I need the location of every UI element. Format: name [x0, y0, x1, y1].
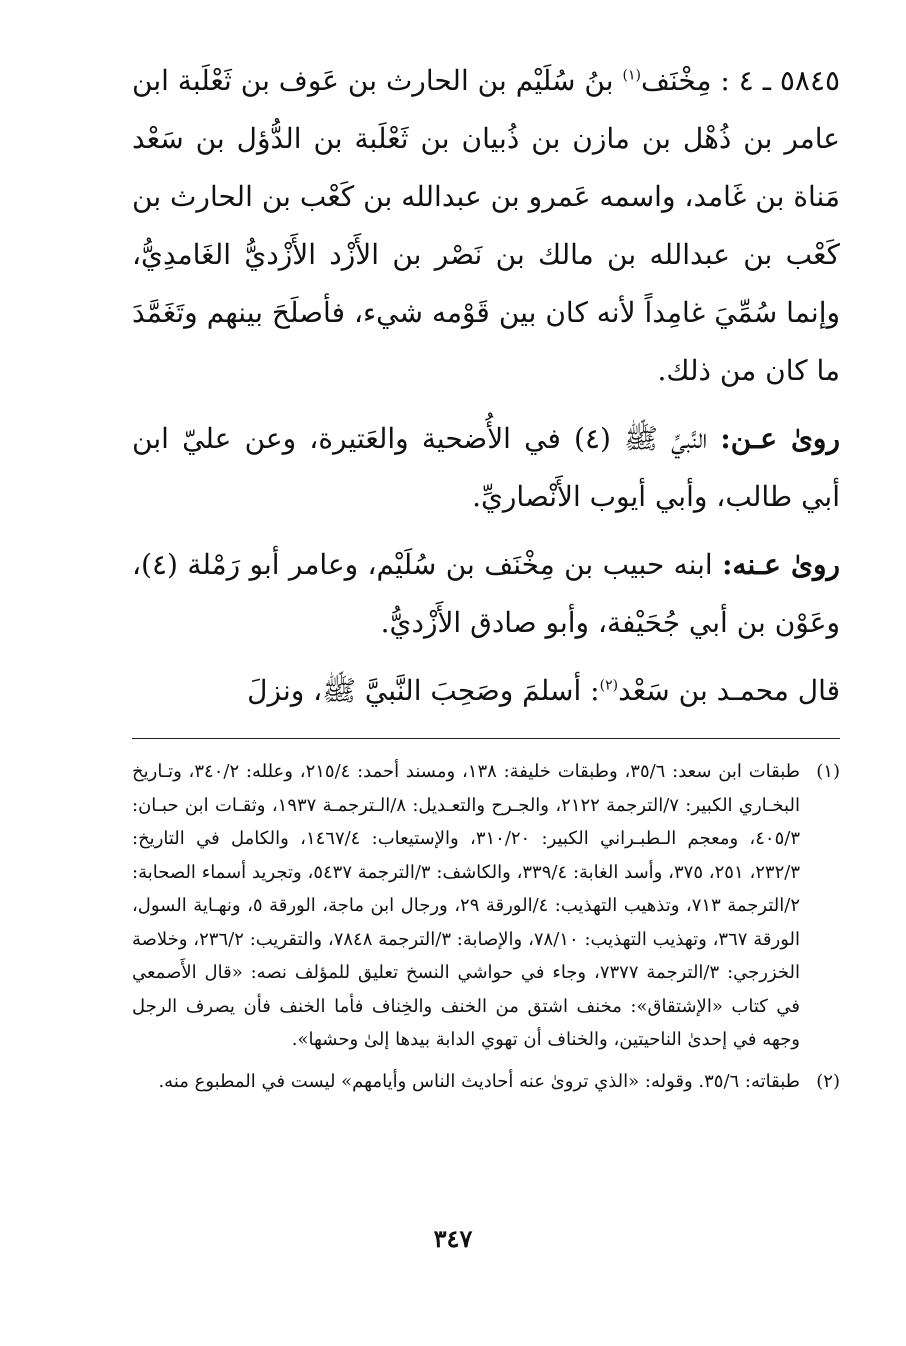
narrated-by-text: ابنه حبيب بن مِخْنَف بن سُلَيْم، وعامر أبو رَمْلة (٤)، وعَوْن بن أبي جُحَيْفة، وأبو صادق الأَزْديُّ. — [132, 548, 840, 639]
footnote-ref-2: (٢) — [599, 677, 619, 694]
narrated-by-paragraph — [132, 536, 840, 652]
entry-number: ٥٨٤٥ ـ ٤ — [738, 64, 841, 97]
footnote-number: (٢) — [816, 1070, 840, 1092]
footnote-divider — [132, 738, 840, 739]
entry-text: بنُ سُلَيْم بن الحارث بن عَوف بن ثَعْلَبة ابن عامر بن ذُهْل بن مازن بن ذُبيان بن ثَعْلَبة بن الدُّؤل بن سَعْد مَناة بن غَامد، واسمه عَمرو بن عبدالله بن كَعْب بن الحارث بن كَعْب بن عبدالله بن مالك بن نَصْر بن الأَزْد الأَزْديُّ الغَامدِيُّ، وإنما سُمِّيَ غامِداً لأنه كان بين قَوْمه شيء، فأصلَحَ بينهم وتَغَمَّدَ ما كان من ذلك. — [132, 64, 840, 387]
main-text — [132, 52, 840, 720]
page-number: ٣٤٧ — [433, 1224, 473, 1253]
narrated-from-paragraph — [132, 410, 840, 526]
footnote-text: طبقات ابن سعد: ٣٥/٦، وطبقات خليفة: ١٣٨، ومسند أحمد: ٢١٥/٤، وعلله: ٣٤٠/٢، وتـاريخ البخـاري الكبير: ٧/الترجمة ٢١٢٢، والجـرح والتعـديل: ٨/الـترجمـة ١٩٣٧، وثقـات ابن حبـان: ٤٠٥/٣، ومعجم الـطبـراني الكبير: ٣١٠/٢٠، والإستيعاب: ١٤٦٧/٤، والكامل في التاريخ: ٢٣٢/٣، ٢٥١، ٣٧٥، وأسد الغابة: ٣٣٩/٤، والكاشف: ٣/الترجمة ٥٤٣٧، وتجريد أسماء الصحابة: ٢/الترجمة ٧١٣، وتذهيب التهذيب: ٤/الورقة ٢٩، ورجال ابن ماجة، الورقة ٥، ونهـاية السول، الورقة ٣٦٧، وتهذيب التهذيب: ٧٨/١٠، والإصابة: ٣/الترجمة ٧٨٤٨، والتقريب: ٢٣٦/٢، وخلاصة الخزرجي: ٣/الترجمة ٧٣٧٧، وجاء في حواشي النسخ تعليق للمؤلف نصه: «قال الأَصمعي في كتاب «الإشتقاق»: مخنف اشتق من الخنف والخِناف فأما الخنف فأن يصرف الرجل وجهه في إحدىٰ الناحيتين، والخناف أن تهوي الدابة بيدها إلىٰ وحشها». — [132, 761, 801, 1050]
ibn-sad-paragraph — [132, 662, 840, 720]
entry-paragraph: ٥٨٤٥ ـ ٤ : مِخْنَف$^{(١)}$ بنُ سُلَيْم بن الحارث بن عَوف بن ثَعْلَبة ابن عامر بن ذُهْل بن مازن بن ذُبيان بن ثَعْلَبة بن الدُّؤل بن سَعْد مَناة بن غَامد، واسمه عَمرو بن عبدالله بن كَعْب بن الحارث بن كَعْب بن عبدالله بن مالك بن نَصْر بن الأَزْد الأَزْديُّ الغَامدِيُّ، وإنما سُمِّيَ غامِداً لأنه كان بين قَوْمه شيء، فأصلَحَ بينهم وتَغَمَّدَ ما كان من ذلك. — [132, 64, 841, 387]
book-page — [132, 52, 840, 1098]
footnote-ref-1: (١) — [622, 67, 641, 84]
footnotes — [132, 755, 840, 1098]
footnote-1 — [132, 755, 840, 1057]
ibn-sad-text-end: : أسلمَ وصَحِبَ النَّبيَّ ﷺ، ونزلَ — [247, 674, 600, 707]
footnote-number: (١) — [816, 761, 840, 782]
narrated-from-text: النَّبيِّ ﷺ (٤) في الأُضحية والعَتيرة، وعن عليّ ابن أبي طالب، وأبي أيوب الأَنْصاريِّ. — [132, 422, 840, 513]
ibn-sad-text-start: قال محمـد بن سَعْد — [618, 674, 840, 707]
footnote-text: طبقاته: ٣٥/٦. وقوله: «الذي تروىٰ عنه أحاديث الناس وأيامهم» ليست في المطبوع منه. — [158, 1070, 800, 1092]
entry-name: مِخْنَف — [640, 64, 712, 97]
narrated-by-label: روىٰ عـنه: — [722, 548, 840, 581]
narrated-from-label: روىٰ عـن: — [720, 422, 840, 455]
footnote-2 — [132, 1065, 840, 1099]
